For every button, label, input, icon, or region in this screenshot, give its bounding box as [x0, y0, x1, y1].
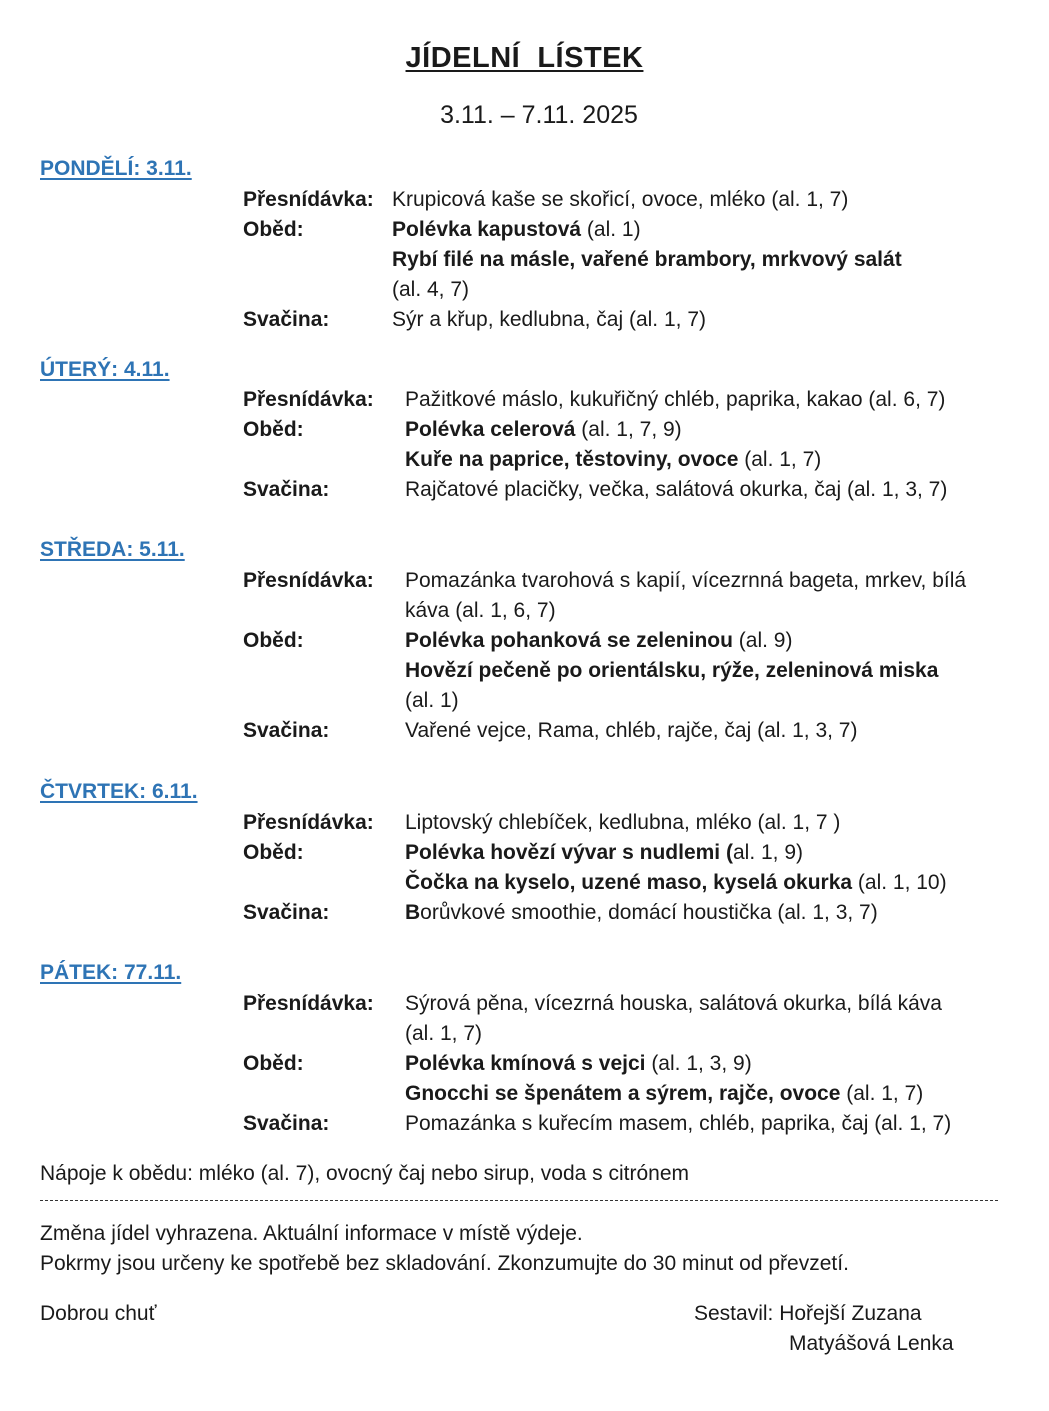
- label-snack-pm: Svačina:: [243, 1112, 330, 1135]
- label-lunch: Oběd:: [243, 1052, 304, 1075]
- friday-snack-am-cont: (al. 1, 7): [405, 1022, 483, 1045]
- wednesday-main-allergens: (al. 1): [405, 689, 459, 712]
- thursday-soup: Polévka hovězí vývar s nudlemi (al. 1, 9): [405, 841, 804, 864]
- monday-main-allergens: (al. 4, 7): [392, 278, 470, 301]
- label-snack-am: Přesnídávka:: [243, 388, 374, 411]
- friday-snack-pm: Pomazánka s kuřecím masem, chléb, paprika, čaj (al. 1, 7): [405, 1112, 952, 1135]
- compiled-by-second: Matyášová Lenka: [789, 1332, 954, 1355]
- monday-main: Rybí filé na másle, vařené brambory, mrkvový salát: [392, 248, 902, 271]
- label-lunch: Oběd:: [243, 841, 304, 864]
- compiled-by: Sestavil: Hořejší Zuzana: [694, 1302, 922, 1325]
- notice-change: Změna jídel vyhrazena. Aktuální informace v místě výdeje.: [40, 1222, 583, 1245]
- label-snack-am: Přesnídávka:: [243, 992, 374, 1015]
- tuesday-snack-pm: Rajčatové placičky, večka, salátová okurka, čaj (al. 1, 3, 7): [405, 478, 948, 501]
- drinks-note: Nápoje k obědu: mléko (al. 7), ovocný čaj nebo sirup, voda s citrónem: [40, 1162, 690, 1185]
- friday-main: Gnocchi se špenátem a sýrem, rajče, ovoce (al. 1, 7): [405, 1082, 924, 1105]
- label-snack-pm: Svačina:: [243, 308, 330, 331]
- monday-snack-am: Krupicová kaše se skořicí, ovoce, mléko (al. 1, 7): [392, 188, 849, 211]
- day-heading-wednesday: STŘEDA: 5.11.: [40, 538, 185, 561]
- wednesday-snack-pm: Vařené vejce, Rama, chléb, rajče, čaj (al. 1, 3, 7): [405, 719, 858, 742]
- day-heading-monday: PONDĚLÍ: 3.11.: [40, 157, 192, 180]
- tuesday-snack-am: Pažitkové máslo, kukuřičný chléb, paprika, kakao (al. 6, 7): [405, 388, 946, 411]
- greeting: Dobrou chuť: [40, 1302, 157, 1325]
- day-heading-tuesday: ÚTERÝ: 4.11.: [40, 358, 170, 381]
- tuesday-main: Kuře na paprice, těstoviny, ovoce (al. 1, 7): [405, 448, 822, 471]
- wednesday-main: Hovězí pečeně po orientálsku, rýže, zeleninová miska: [405, 659, 939, 682]
- label-snack-pm: Svačina:: [243, 719, 330, 742]
- label-lunch: Oběd:: [243, 218, 304, 241]
- monday-soup: Polévka kapustová (al. 1): [392, 218, 641, 241]
- label-snack-am: Přesnídávka:: [243, 569, 374, 592]
- page-title: JÍDELNÍ LÍSTEK: [405, 42, 644, 74]
- label-snack-pm: Svačina:: [243, 478, 330, 501]
- label-snack-pm: Svačina:: [243, 901, 330, 924]
- label-snack-am: Přesnídávka:: [243, 811, 374, 834]
- monday-snack-pm: Sýr a křup, kedlubna, čaj (al. 1, 7): [392, 308, 706, 331]
- day-heading-friday: PÁTEK: 77.11.: [40, 961, 182, 984]
- label-lunch: Oběd:: [243, 418, 304, 441]
- friday-snack-am: Sýrová pěna, vícezrná houska, salátová okurka, bílá káva: [405, 992, 942, 1015]
- notice-storage: Pokrmy jsou určeny ke spotřebě bez skladování. Zkonzumujte do 30 minut od převzetí.: [40, 1252, 849, 1275]
- wednesday-soup: Polévka pohanková se zeleninou (al. 9): [405, 629, 793, 652]
- thursday-snack-am: Liptovský chlebíček, kedlubna, mléko (al. 1, 7 ): [405, 811, 841, 834]
- thursday-snack-pm: Borůvkové smoothie, domácí houstička (al. 1, 3, 7): [405, 901, 878, 924]
- divider: [40, 1200, 998, 1201]
- wednesday-snack-am-cont: káva (al. 1, 6, 7): [405, 599, 556, 622]
- tuesday-soup: Polévka celerová (al. 1, 7, 9): [405, 418, 682, 441]
- day-heading-thursday: ČTVRTEK: 6.11.: [40, 780, 198, 803]
- date-range: 3.11. – 7.11. 2025: [440, 101, 638, 129]
- label-snack-am: Přesnídávka:: [243, 188, 374, 211]
- friday-soup: Polévka kmínová s vejci (al. 1, 3, 9): [405, 1052, 752, 1075]
- thursday-main: Čočka na kyselo, uzené maso, kyselá okurka (al. 1, 10): [405, 871, 947, 894]
- wednesday-snack-am: Pomazánka tvarohová s kapií, vícezrnná bageta, mrkev, bílá: [405, 569, 967, 592]
- label-lunch: Oběd:: [243, 629, 304, 652]
